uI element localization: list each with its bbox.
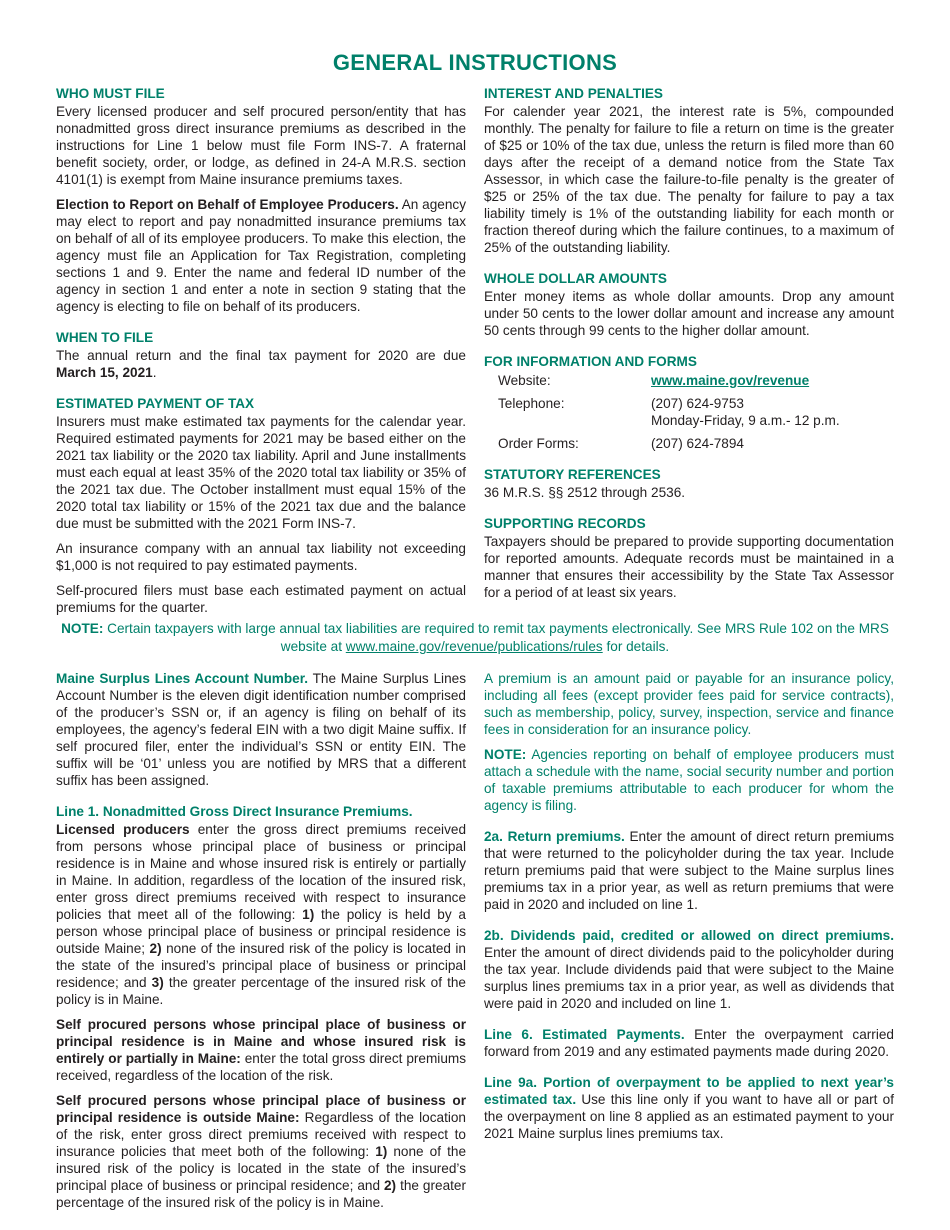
line2b-heading: 2b. Dividends paid, credited or allowed on direct premiums.	[484, 928, 894, 943]
when-to-file-body: The annual return and the final tax payment for 2020 are due	[56, 348, 466, 363]
condition-2-number: 2)	[149, 941, 162, 956]
bottom-right-column	[484, 670, 894, 1150]
outside-condition-1-text: none of the insured risk of the policy is located in the state of the insured’s principal place of business or principal residence; and	[56, 1144, 466, 1193]
account-number-text: The Maine Surplus Lines Account Number is the eleven digit identification number comprised of the producer’s SSN or, if an agency is filing on behalf of its employees, the agency’s federal EIN with a two digit Maine suffix. If self procured filer, enter the individual’s SSN or entity EIN. The suffix will be ‘01’ unless you are notified by MRS that a different suffix has been assigned.	[56, 671, 466, 788]
line6-text: Enter the overpayment carried forward from 2019 and any estimated payments made during 2020.	[484, 1027, 894, 1059]
electronic-payment-note	[56, 620, 894, 656]
line1-heading: Line 1. Nonadmitted Gross Direct Insurance Premiums.	[56, 804, 413, 819]
when-to-file-end: .	[152, 365, 157, 380]
info-forms-heading: FOR INFORMATION AND FORMS	[484, 354, 697, 369]
due-date: March 15, 2021	[56, 365, 153, 380]
page-title: GENERAL INSTRUCTIONS	[332, 50, 618, 75]
estimated-payment-p3: Self-procured filers must base each estimated payment on actual premiums for the quarter.	[56, 583, 466, 615]
when-to-file-section	[56, 329, 466, 381]
order-forms-row	[484, 435, 894, 458]
line2b-text: Enter the amount of direct dividends paid to the policyholder during the tax year. Include dividends paid that were subject to the Maine surplus lines premiums tax in a prior year, as well as dividends that were paid in 2020 and included on line 1.	[484, 945, 894, 1011]
licensed-producers-paragraph	[56, 821, 466, 1008]
info-forms-section	[484, 353, 894, 458]
top-right-column	[484, 85, 894, 615]
estimated-payment-heading: ESTIMATED PAYMENT OF TAX	[56, 396, 255, 411]
who-must-file-text: Every licensed producer and self procured person/entity that has nonadmitted gross direct insurance premiums as described in the instructions for Line 1 below must file Form INS-7. A fraternal benefit society, order, or lodge, as defined in 24-A M.R.S. section 4101(1) is exempt from Maine insurance premiums taxes.	[56, 104, 466, 187]
whole-dollar-section	[484, 270, 894, 339]
election-text: An agency may elect to report and pay nonadmitted insurance premiums tax on behalf of all of its employee producers. To make this election, the agency must file an Application for Tax Registration, completing sections 1 and 9. Enter the name and federal ID number of the agency in section 1 and enter a note in section 9 stating that the agency is electing to file on behalf of its producers.	[56, 197, 466, 314]
line9a-text: Use this line only if you want to have all or part of the overpayment on line 8 applied as an estimated payment to your 2021 Maine surplus lines premiums tax.	[484, 1092, 894, 1141]
top-left-column	[56, 85, 466, 630]
outside-condition-2-number: 2)	[384, 1178, 397, 1193]
premium-definition: A premium is an amount paid or payable for an insurance policy, including all fees (except provider fees paid for service contracts), such as membership, policy, survey, inspection, service and finance fees in consideration for an insurance policy.	[484, 671, 894, 737]
self-procured-in-maine-paragraph	[56, 1016, 466, 1084]
note-end: for details.	[602, 639, 670, 654]
line9a-paragraph	[484, 1074, 894, 1142]
self-procured-in-maine-text: enter the total gross direct premiums received, regardless of the location of the risk.	[56, 1051, 467, 1083]
interest-penalties-section	[484, 85, 894, 256]
telephone-row	[484, 395, 894, 435]
condition-1-text: the policy is held by a person whose principal place of business or principal residence is outside Maine;	[56, 907, 466, 956]
licensed-producers-label: Licensed producers	[56, 822, 190, 837]
condition-3-text: the greater percentage of the insured risk of the policy is in Maine.	[56, 975, 466, 1007]
statutory-text: 36 M.R.S. §§ 2512 through 2536.	[484, 485, 686, 500]
estimated-payment-section	[56, 395, 466, 616]
self-procured-outside-maine-paragraph	[56, 1092, 466, 1211]
line6-paragraph	[484, 1026, 894, 1060]
line2b-paragraph	[484, 927, 894, 1012]
rules-link[interactable]: www.maine.gov/revenue/publications/rules	[345, 639, 603, 654]
line2a-heading: 2a. Return premiums.	[484, 829, 625, 844]
line6-heading: Line 6. Estimated Payments.	[484, 1027, 685, 1042]
note-label: NOTE:	[61, 621, 104, 636]
election-heading: Election to Report on Behalf of Employee Producers.	[56, 197, 399, 212]
line2a-paragraph	[484, 828, 894, 913]
whole-dollar-text: Enter money items as whole dollar amounts. Drop any amount under 50 cents to the lower dollar amount and increase any amount 50 cents through 99 cents to the higher dollar amount.	[484, 289, 894, 338]
website-link[interactable]: www.maine.gov/revenue	[651, 373, 810, 388]
order-forms-number: (207) 624-7894	[651, 436, 744, 451]
agency-note-label: NOTE:	[484, 747, 527, 762]
whole-dollar-heading: WHOLE DOLLAR AMOUNTS	[484, 271, 667, 286]
estimated-payment-p1: Insurers must make estimated tax payments for the calendar year. Required estimated payments for 2021 may be based either on the 2021 tax liability or the 2020 tax liability. April and June installments must each equal at least 35% of the 2020 total tax liability or 35% of the 2021 tax due. The October installment must equal 15% of the 2020 total tax liability or 15% of the 2021 tax due and the balance due must be submitted with the 2021 Form INS-7.	[56, 414, 466, 531]
info-table	[484, 372, 894, 458]
website-row	[484, 372, 894, 395]
outside-condition-2-text: the greater percentage of the insured risk of the policy is in Maine.	[56, 1178, 467, 1210]
who-must-file-section	[56, 85, 466, 315]
outside-condition-1-number: 1)	[375, 1144, 388, 1159]
supporting-text: Taxpayers should be prepared to provide supporting documentation for reported amounts. Adequate records must be maintained in a manner that ensures their accessibility by the State Tax Assessor for a period of at least six years.	[484, 534, 894, 600]
agency-note-text: Agencies reporting on behalf of employee producers must attach a schedule with the name, social security number and portion of taxable premiums attributable to each producer for whom the agency is filing.	[484, 747, 894, 813]
licensed-producers-text: enter the gross direct premiums received from persons whose principal place of business or principal residence is in Maine and whose insured risk is entirely or partially in Maine. In addition, regardless of the location of the insured risk, enter gross direct premiums received with respect to insurance policies that meet all of the following:	[56, 822, 466, 922]
telephone-hours: Monday-Friday, 9 a.m.- 12 p.m.	[651, 413, 840, 428]
interest-penalties-heading: INTEREST AND PENALTIES	[484, 86, 663, 101]
self-procured-outside-maine-text: Regardless of the location of the risk, enter gross direct premiums received with respect to insurance policies that meet both of the following:	[56, 1110, 466, 1159]
condition-3-number: 3)	[151, 975, 164, 990]
interest-penalties-text: For calender year 2021, the interest rate is 5%, compounded monthly. The penalty for failure to file a return on time is the greater of $25 or 10% of the tax due, unless the return is filed more than 60 days after the receipt of a demand notice from the State Tax Assessor, in which case the failure-to-file penalty is the greater of $25 or 25% of the tax due. The penalty for failure to pay a tax liability timely is 1% of the outstanding liability for each month or fraction thereof during which the failure continues, to a maximum of 25% of the outstanding liability.	[484, 104, 894, 255]
supporting-heading: SUPPORTING RECORDS	[484, 516, 646, 531]
agency-note-paragraph	[484, 746, 894, 814]
statutory-heading: STATUTORY REFERENCES	[484, 467, 661, 482]
line9a-heading: Line 9a. Portion of overpayment to be applied to next year’s estimated tax.	[484, 1075, 894, 1107]
note-text: Certain taxpayers with large annual tax liabilities are required to remit tax payments electronically. See MRS Rule 102 on the MRS website at	[103, 621, 889, 654]
estimated-payment-p2: An insurance company with an annual tax liability not exceeding $1,000 is not required to pay estimated payments.	[56, 541, 466, 573]
who-must-file-heading: WHO MUST FILE	[56, 86, 165, 101]
bottom-left-column	[56, 670, 466, 1219]
self-procured-in-maine-label: Self procured persons whose principal place of business or principal residence is in Maine and whose insured risk is entirely or partially in Maine:	[56, 1017, 466, 1066]
self-procured-outside-maine-label: Self procured persons whose principal place of business or principal residence is outside Maine:	[56, 1093, 466, 1125]
supporting-section	[484, 515, 894, 601]
telephone-number: (207) 624-9753	[651, 396, 744, 411]
condition-2-text: none of the insured risk of the policy is located in the state of the insured’s principal place of business or principal residence; and	[56, 941, 466, 990]
order-forms-label: Order Forms:	[498, 436, 579, 451]
when-to-file-heading: WHEN TO FILE	[56, 330, 154, 345]
line2a-text: Enter the amount of direct return premiums that were returned to the policyholder during the tax year. Include return premiums paid that were subject to the Maine surplus lines premiums tax in a prior year, as well as return premiums that were paid in 2020 and included on line 1.	[484, 829, 894, 912]
telephone-label: Telephone:	[498, 396, 565, 411]
account-number-paragraph	[56, 670, 466, 789]
website-label: Website:	[498, 373, 551, 388]
when-to-file-text	[56, 347, 466, 381]
election-paragraph	[56, 196, 466, 315]
account-number-heading: Maine Surplus Lines Account Number.	[56, 671, 309, 686]
statutory-section	[484, 466, 894, 501]
condition-1-number: 1)	[302, 907, 315, 922]
